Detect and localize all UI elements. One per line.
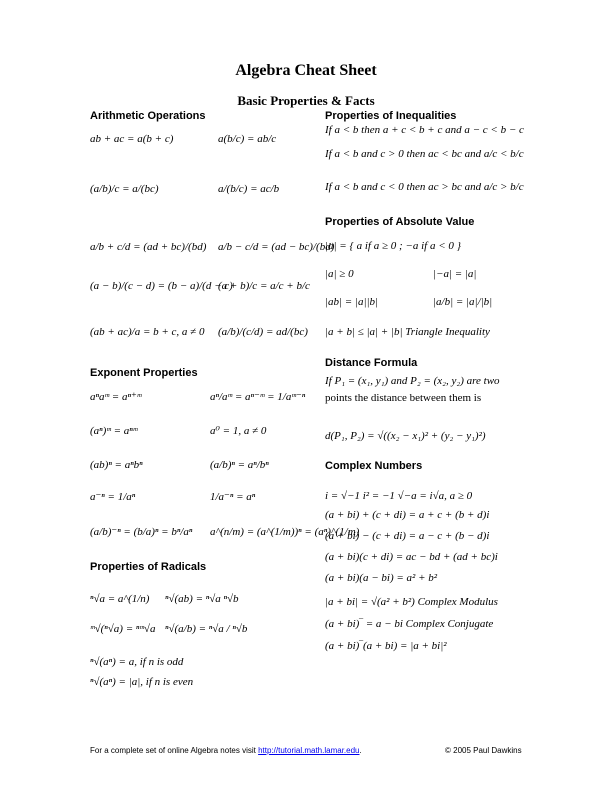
formula-distance: d(P₁, P₂) = √((x₂ − x₁)² + (y₂ − y₁)²) <box>325 430 486 442</box>
formula-exp-power: (aⁿ)ᵐ = aⁿᵐ <box>90 425 138 437</box>
formula-ineq-positive: If a < b and c > 0 then ac < bc and a/c < b/c <box>325 148 524 160</box>
formula-radical-odd: ⁿ√(aⁿ) = a, if n is odd <box>90 656 184 668</box>
formula-sign-swap: (a − b)/(c − d) = (b − a)/(d − c) <box>90 280 233 292</box>
formula-exp-product-power: (ab)ⁿ = aⁿbⁿ <box>90 459 143 471</box>
formula-split-numerator: (a + b)/c = a/c + b/c <box>218 280 310 292</box>
formula-complex-conjugate: (a + bi)‾ = a − bi Complex Conjugate <box>325 618 494 630</box>
formula-radical-definition: ⁿ√a = a^(1/n) <box>90 593 150 605</box>
heading-arithmetic: Arithmetic Operations <box>90 110 206 122</box>
formula-complex-modulus: |a + bi| = √(a² + b²) Complex Modulus <box>325 596 498 608</box>
formula-factor-cancel: (ab + ac)/a = b + c, a ≠ 0 <box>90 326 205 338</box>
formula-complex-subtract: (a + bi) − (c + di) = a − c + (b − d)i <box>325 530 490 542</box>
formula-complex-fraction: (a/b)/(c/d) = ad/(bc) <box>218 326 308 338</box>
heading-distance: Distance Formula <box>325 357 418 369</box>
formula-radical-nested: ᵐ√(ⁿ√a) = ⁿᵐ√a <box>90 623 156 635</box>
page-subtitle: Basic Properties & Facts <box>237 93 375 108</box>
formula-radical-quotient: ⁿ√(a/b) = ⁿ√a / ⁿ√b <box>165 623 248 635</box>
footer-copyright: © 2005 Paul Dawkins <box>445 746 522 755</box>
formula-abs-definition: |a| = { a if a ≥ 0 ; −a if a < 0 } <box>325 240 462 252</box>
footer-prefix: For a complete set of online Algebra notes visit <box>90 746 259 755</box>
footer-link[interactable]: http://tutorial.math.lamar.edu <box>258 746 360 755</box>
formula-complex-multiply: (a + bi)(c + di) = ac − bd + (ad + bc)i <box>325 551 498 563</box>
formula-exp-quotient-power: (a/b)ⁿ = aⁿ/bⁿ <box>210 459 269 471</box>
formula-exp-quotient: aⁿ/aᵐ = aⁿ⁻ᵐ = 1/aᵐ⁻ⁿ <box>210 391 306 403</box>
formula-exp-negative: a⁻ⁿ = 1/aⁿ <box>90 491 136 503</box>
heading-radicals: Properties of Radicals <box>90 561 207 573</box>
page-title: Algebra Cheat Sheet <box>235 62 377 79</box>
formula-complex-add: (a + bi) + (c + di) = a + c + (b + d)i <box>325 509 490 521</box>
formula-radical-even: ⁿ√(aⁿ) = |a|, if n is even <box>90 676 194 688</box>
formula-exp-negative-fraction: (a/b)⁻ⁿ = (b/a)ⁿ = bⁿ/aⁿ <box>90 526 193 538</box>
formula-exp-reciprocal-negative: 1/a⁻ⁿ = aⁿ <box>210 491 256 503</box>
formula-abs-nonnegative: |a| ≥ 0 <box>325 268 354 280</box>
formula-conjugate-modulus: (a + bi)‾(a + bi) = |a + bi|² <box>325 640 447 652</box>
heading-inequalities: Properties of Inequalities <box>325 110 457 122</box>
formula-abs-negation: |−a| = |a| <box>433 268 477 280</box>
formula-fraction-sum: a/b + c/d = (ad + bc)/(bd) <box>90 241 207 253</box>
formula-exp-zero: a⁰ = 1, a ≠ 0 <box>210 425 267 437</box>
formula-imaginary-unit: i = √−1 i² = −1 √−a = i√a, a ≥ 0 <box>325 490 473 502</box>
distance-intro-line1: If P₁ = (x₁, y₁) and P₂ = (x₂, y₂) are two <box>325 375 500 387</box>
distance-intro-line2: points the distance between them is <box>325 392 482 404</box>
formula-a-over-fraction: a/(b/c) = ac/b <box>218 183 280 195</box>
formula-ineq-negative: If a < b and c < 0 then ac > bc and a/c > b/c <box>325 181 524 193</box>
heading-absolute-value: Properties of Absolute Value <box>325 216 475 228</box>
formula-abs-quotient: |a/b| = |a|/|b| <box>433 296 493 308</box>
heading-complex: Complex Numbers <box>325 460 423 472</box>
formula-times-fraction: a(b/c) = ab/c <box>218 133 277 145</box>
formula-fraction-difference: a/b − c/d = (ad − bc)/(bd) <box>218 241 335 253</box>
formula-ineq-add: If a < b then a + c < b + c and a − c < b − c <box>325 124 524 136</box>
formula-radical-product: ⁿ√(ab) = ⁿ√a ⁿ√b <box>165 593 239 605</box>
footer-note <box>90 746 362 755</box>
formula-exp-rational: a^(n/m) = (a^(1/m))ⁿ = (aⁿ)^(1/m) <box>210 526 360 538</box>
heading-exponents: Exponent Properties <box>90 367 198 379</box>
footer-suffix: . <box>359 746 362 755</box>
formula-complex-conjugate-product: (a + bi)(a − bi) = a² + b² <box>325 572 438 584</box>
formula-distributive: ab + ac = a(b + c) <box>90 133 174 145</box>
formula-fraction-over-c: (a/b)/c = a/(bc) <box>90 183 159 195</box>
formula-abs-product: |ab| = |a||b| <box>325 296 379 308</box>
formula-triangle-inequality: |a + b| ≤ |a| + |b| Triangle Inequality <box>325 326 490 338</box>
formula-exp-product: aⁿaᵐ = aⁿ⁺ᵐ <box>90 391 142 403</box>
